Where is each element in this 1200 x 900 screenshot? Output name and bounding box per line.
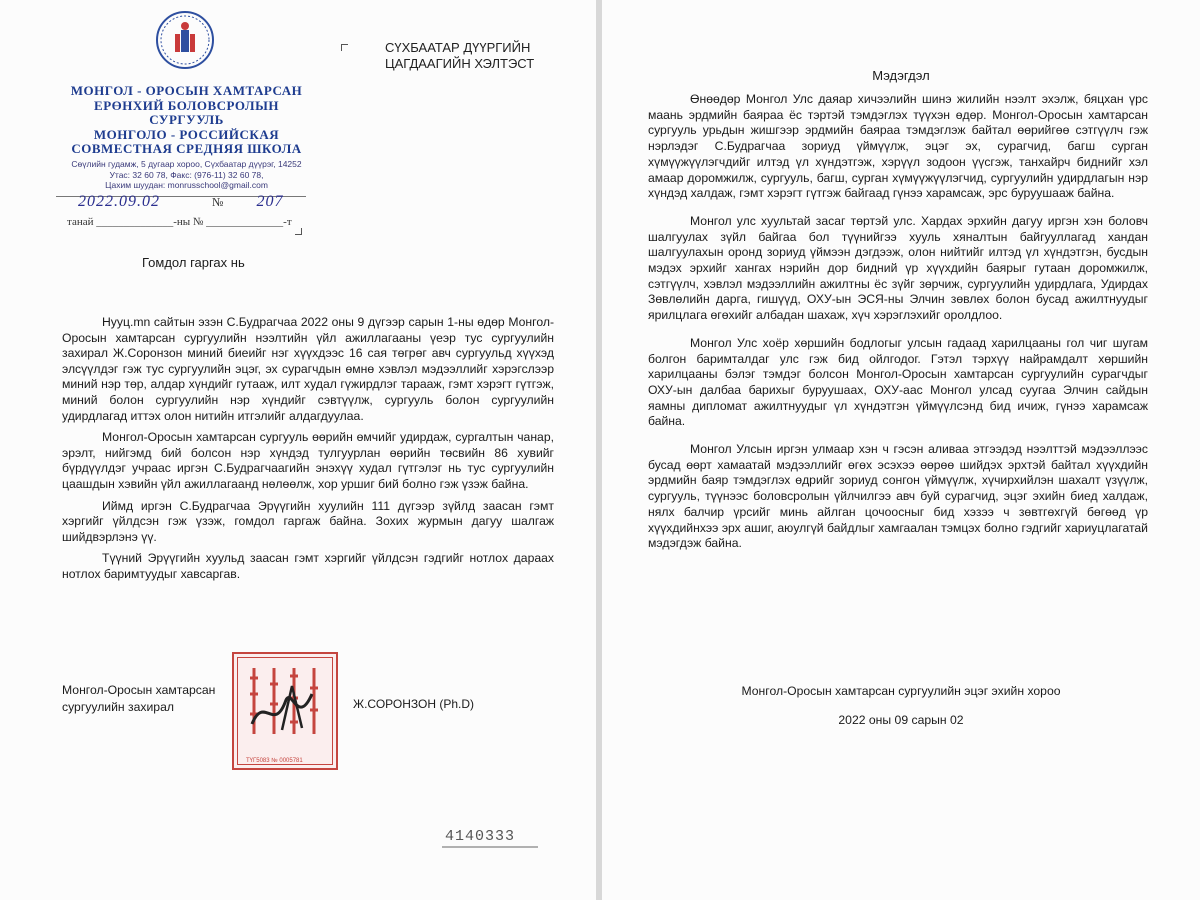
signatory-title-line: сургуулийн захирал	[62, 700, 174, 714]
recipient-line: ЦАГДААГИЙН ХЭЛТЭСТ	[385, 56, 535, 71]
complaint-letter-page	[0, 0, 596, 900]
school-name-line: СОВМЕСТНАЯ СРЕДНЯЯ ШКОЛА	[71, 141, 302, 156]
school-name-line: ЕРӨНХИЙ БОЛОВСРОЛЫН	[94, 97, 279, 113]
body-paragraph: Өнөөдөр Монгол Улс даяар хичээлийн шинэ жилийн нээлт эхэлж, бяцхан үрс маань эрдмийн баяраа ёс тэртэй тэмдэглэх түүхэн өдөр. Монгол-Оросын хамтарсан сургууль урьдын жишгээр эрдмийн баяраа тэмдэглэж байтал өөрийгөө сэтгүүлч гэж нэрлэдэг С.Будрагчаа зориуд үймүүлж, эцэг эх, сурагчид, багш сурган хүмүүжүүлэгчдийг илтэд үл хүндэтгэж, хэрүүл зодоон үүсгэж, танхайрч биднийг хэл амаар доромжилж, сургууль, багш, сурган хүмүүжүүлэгчид, сургуулийн удирдлагын нэр хүндэд халдаж, гэмт хэрэгт гүтгэж байгаад гүнээ харамсаж, эрс буруушааж байна.	[648, 92, 1148, 201]
number-symbol: №	[212, 195, 225, 209]
statement-page	[602, 0, 1200, 900]
school-name-line: СУРГУУЛЬ	[149, 112, 224, 127]
letter-body	[62, 315, 554, 589]
statement-date: 2022 оны 09 сарын 02	[838, 713, 964, 727]
handwritten-registration-number: 4140333	[445, 828, 516, 845]
reference-line: танай ______________-ны № ______________-т	[67, 216, 292, 228]
statement-title: Мэдэгдэл	[872, 68, 930, 83]
official-stamp	[232, 652, 338, 770]
handwritten-number: 207	[256, 193, 284, 210]
letter-heading: Гомдол гаргах нь	[142, 255, 245, 270]
body-paragraph: Иймд иргэн С.Будрагчаа Эрүүгийн хуулийн 111 дүгээр зүйлд заасан гэмт хэргийг үйлдсэн гэж үзэж, гомдол гаргаж байна. Зохих журмын дагуу шалгаж шийдвэрлэнэ үү.	[62, 498, 554, 544]
school-name-line: МОНГОЛО - РОССИЙСКАЯ	[93, 126, 280, 142]
body-paragraph: Монгол-Оросын хамтарсан сургууль өөрийн өмчийг удирдаж, сургалтын чанар, эрэлт, нийгэмд бий болсон нэр хүндэд тулгуурлан өөрийн төсвийн 86 хувийг бүрдүүлдэг учраас иргэн С.Будрагчаагийн энэхүү худал гүтгэлэг нь тус сургуулийн цаашдын хэвийн үйл ажиллагаанд нөлөөлж, хор уршиг бий болно гэж үзэж байна.	[62, 430, 554, 491]
school-emblem-icon	[155, 10, 215, 70]
phone-line: Утас: 32 60 78, Факс: (976-11) 32 60 78,	[109, 169, 264, 180]
school-name-line: МОНГОЛ - ОРОСЫН ХАМТАРСАН	[70, 83, 303, 98]
handwritten-underline	[440, 844, 540, 850]
school-address	[44, 159, 329, 191]
handwritten-date: 2022.09.02	[78, 193, 160, 210]
corner-mark	[341, 44, 348, 51]
mongolian-script-stamp-icon	[242, 664, 330, 744]
statement-body	[648, 92, 1148, 564]
body-paragraph: Түүний Эрүүгийн хуульд заасан гэмт хэргийг үйлдсэн гэдгийг нотлох дараах нотлох баримтуудыг хавсаргав.	[62, 551, 554, 581]
body-paragraph: Монгол улс хуультай засаг төртэй улс. Хардах эрхийн дагуу иргэн хэн боловч шалгуулах зүйл байгаа бол түүнийгээ хууль хяналтын байгууллагад хандан шалгуулахын оронд зориуд үймээн дэгдээж, олон нийтийг илтэд үл хүндэтгэн, бусдын мэдэх эрхийг хангах нэрийн дор бидний үр хүүхдийн баярыг гутаан доромжилж, сэтгүүлч, хэвлэл мэдээллийн ажилтны ёс зүйг зөрчиж, сургуулийн удирдлага, Удирдах Зөвлөлийн дарга, гишүүд, ОХУ-ын ЭСЯ-ны Элчин зөвлөх болон бусад ажилтнуудыг ярилцлага өгөхийг албадан шахаж, хүч хэрэглэхийг оролдлоо.	[648, 213, 1148, 323]
recipient-block	[385, 40, 534, 72]
signatory-name: Ж.СОРОНЗОН (Ph.D)	[353, 697, 475, 711]
body-paragraph: Монгол Улс хоёр хөршийн бодлогыг улсын гадаад харилцааны гол чиг шугам болгон баримталдаг улс гэж бид ойлгодог. Гэтэл тэрхүү найрамдалт хөршийн харилцааны бэлэг тэмдэг болсон Монгол-Оросын хамтарсан сургуулийн сурагчдыг ОХУ-ын далбаа барихыг буруушаах, ОХУ-аас Монгол улсад суугаа Элчин сайдын яамны дипломат ажилтнуудыг үл хүндэтгэн үймүүлсэнд бид ичиж, гүнээ харамсаж байна.	[648, 335, 1148, 429]
body-paragraph: Нууц.mn сайтын эзэн С.Будрагчаа 2022 оны 9 дүгээр сарын 1-ны өдөр Монгол-Оросын хамтарсан сургуулийн нээлтийн үйл ажиллагааны үеэр тус сургуулийн захирал Ж.Соронзон миний биеийг нэг хүүхдээс 16 сая төгрөг авч сургуульд хүүхэд элсүүлдэг гэж тус сургуулийн эцэг, эх сурагчдын өмнө хэвлэл мэдээллийг хэрэгслээр миний нэр төр, алдар хүндийг гутааж, илт худал гүжирдлэг тарааж, гэмт хэрэгт гүтгэж, миний болон сургуулийн нэр хүндийг сэвтүүлж, сургууль болон сургуулийн удирдлагад иттэх олон нитийн итгэлийг алдагдуулаа.	[62, 315, 554, 423]
signatory-title	[62, 682, 215, 716]
signatory-title-line: Монгол-Оросын хамтарсан	[62, 683, 216, 697]
address-line: Сөүлийн гудамж, 5 дугаар хороо, Сүхбаатар дүүрэг, 14252	[71, 159, 302, 169]
signature-scribble	[252, 694, 312, 724]
body-paragraph: Монгол Улсын иргэн улмаар хэн ч гэсэн аливаа этгээдэд нээлттэй мэдээллээс бусад өөрт хамаатай мэдээллийг өгөх эсэхээ өөрөө шийдэх эрхтэй байтал хүүхдийн эрдмийн баяр тэмдэглэх өдрийг зориуд сонгон үймүүлж, хүчирхийлэн шахалт үзүүлж, сургууль, түүнээс боловсролын үйлчилгээ авч буй сурагчид, эцэг эхийн биед халдаж, нялх балчир үрсийг минь айлган цочоосныг бид хэзээ ч зөвтгөхгүй бөгөөд үр хүүхдийнхээ эрх ашиг, аюулгүй байдлыг хамгаалан тэмцэх болно гэдгийг хариуцлагатай мэдэгдэж байна.	[648, 442, 1148, 551]
statement-signature: Монгол-Оросын хамтарсан сургуулийн эцэг эхийн хороо	[741, 684, 1061, 698]
email-line: Цахим шуудан: monrusschool@gmail.com	[105, 180, 268, 190]
recipient-line: СҮХБААТАР ДҮҮРГИЙН	[385, 40, 531, 55]
stamp-number: ТҮГ5083 № 0005781	[246, 758, 303, 764]
letter-date-number	[78, 193, 283, 211]
school-name-block	[44, 84, 329, 157]
corner-mark	[295, 228, 302, 235]
